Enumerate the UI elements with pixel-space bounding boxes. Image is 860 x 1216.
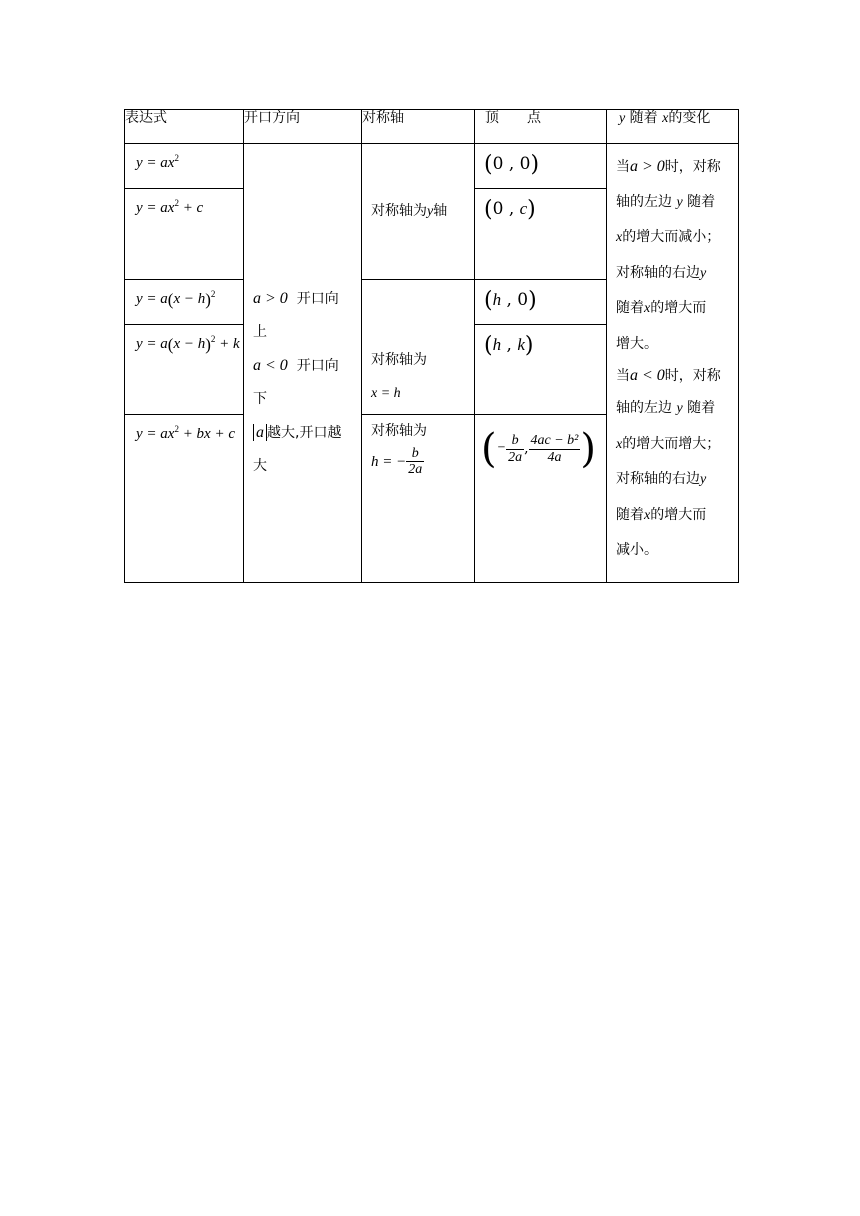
table-row [125,144,739,189]
vertex-4: (h , k) [484,333,534,358]
expression-3: $y = a(x - h)^2$ [136,289,216,309]
axis-1-end: 轴 [433,202,448,219]
vertex-cell-1 [475,144,607,189]
opening-cell [244,144,362,583]
header-expression: 表达式 [125,110,244,144]
axis-2-text: 对称轴为 [371,352,427,368]
header-change [607,110,739,144]
expr-cell-1 [125,144,244,189]
axis-1-text: 对称轴为 [371,202,427,219]
axis-3-formula: h = − $\frac{b}{2a}$ [371,445,423,478]
axis-3-text: 对称轴为 [371,423,427,439]
vertex-cell-2 [475,189,607,280]
vertex-3: (h , 0) [484,288,537,313]
opening-wider-end: 大 [253,458,267,474]
header-row [125,110,739,144]
expr-cell-2 [125,189,244,280]
abs-a: a [253,424,267,441]
axis-cell-3 [362,415,475,583]
axis-cell-2 [362,280,475,415]
expression-5: $y = ax^2$ + bx + c [136,424,235,442]
header-vertex: 顶 点 [475,110,607,144]
vertex-cell-4 [475,325,607,415]
opening-wider-text: 越大,开口越 [267,425,342,441]
quadratic-function-table [124,109,739,583]
header-change-end: 的变化 [668,110,711,126]
expression-1: $y = ax^2$ [136,153,179,171]
vertex-2: (0 , c) [484,197,536,222]
opening-up-end: 上 [253,324,267,340]
change-text: 当a > 0时，对称 轴的左边 y 随着 x的增大而减小； 对称轴的右边y 随着x的增大而 增大。 当a < 0时，对称 轴的左边 y 随着 x的增大而增大； 对称轴的右边y 随着x的增大而 减小。 [616,158,721,558]
header-change-x: x [662,111,669,126]
opening-cond-pos: a > 0 [253,290,288,307]
opening-text [253,282,359,483]
axis-cell-1 [362,144,475,280]
vertex-1: (0 , 0) [484,152,540,177]
header-opening: 开口方向 [244,110,362,144]
expr-cell-3 [125,280,244,325]
expression-2: $y = ax^2 + c$ [136,198,204,216]
vertex-cell-3 [475,280,607,325]
axis-1-var: y [427,203,434,219]
header-change-y: y [619,111,626,126]
vertex-5: (− $\frac{b}{2a}$ , $\frac{\text{4ac − b²}}{4a}$ ) [481,426,596,472]
expr-cell-5 [125,415,244,583]
vertex-cell-5 [475,415,607,583]
axis-2-math: x = h [371,386,401,401]
opening-cond-neg: a < 0 [253,357,288,374]
expr-cell-4 [125,325,244,415]
header-axis: 对称轴 [362,110,475,144]
opening-up-text: 开口向 [296,291,339,307]
change-cell [607,144,739,583]
opening-down-end: 下 [253,391,267,407]
header-change-mid: 随着 [629,110,658,126]
expression-4: $y = a(x - h)^2 + k$ [136,334,240,354]
opening-down-text: 开口向 [296,358,339,374]
